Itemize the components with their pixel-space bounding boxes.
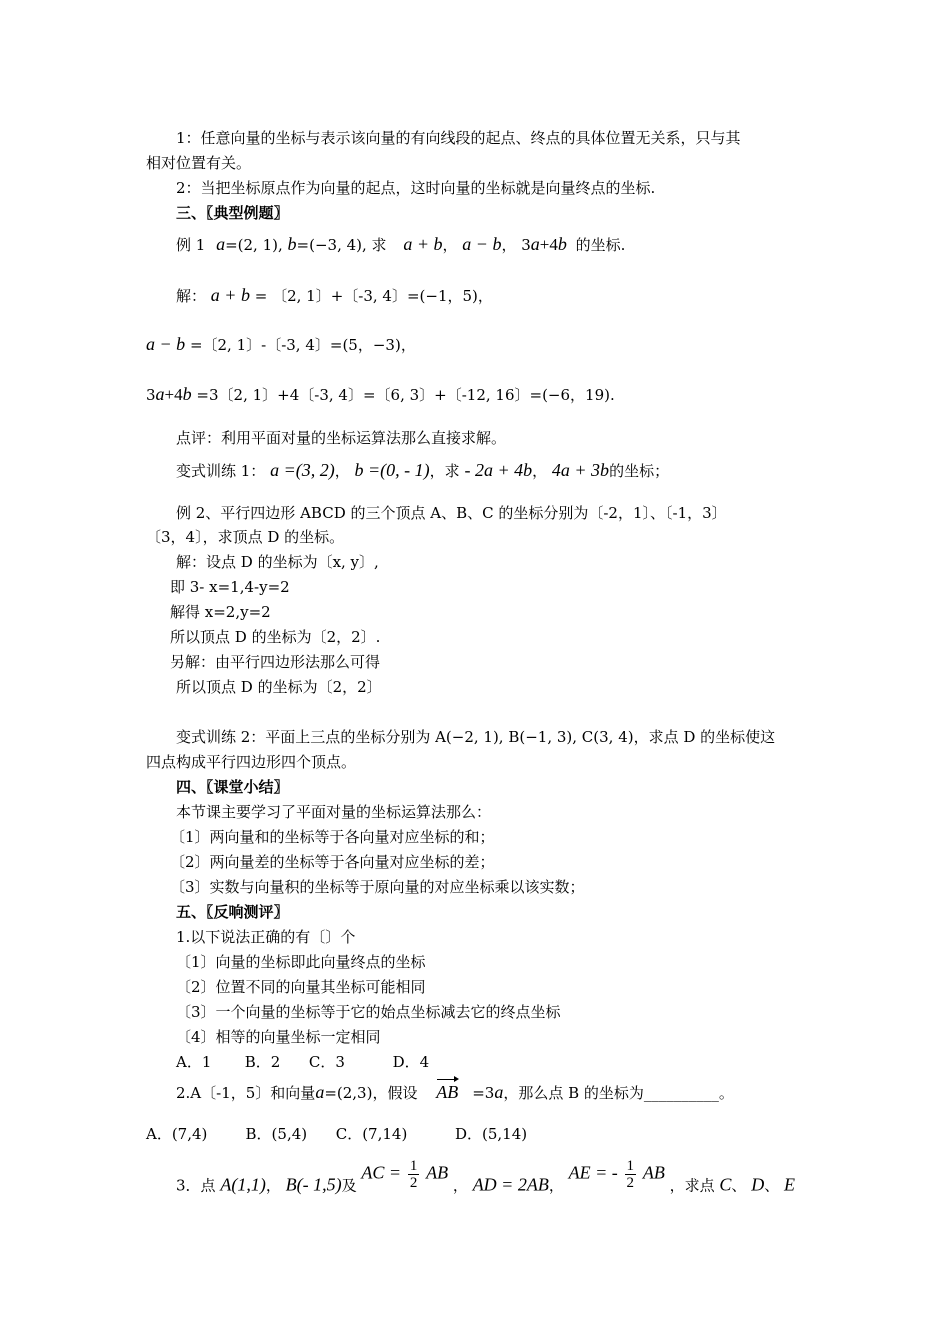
note-1-line-1: 1：任意向量的坐标与表示该向量的有向线段的起点、终点的具体位置无关系，只与其 — [176, 129, 741, 147]
point-d: D — [751, 1174, 765, 1195]
solution-label: 解： — [176, 287, 207, 305]
variant-1 — [176, 460, 669, 481]
summary-item-2: 〔2〕两向量差的坐标等于各向量对应坐标的差； — [170, 853, 495, 871]
vector-a-value: =(2, 1), — [225, 236, 283, 254]
example-2-line-5: 解得 x=2,y=2 — [170, 603, 271, 621]
solution-1-line-3 — [146, 384, 615, 405]
vector-a: a — [155, 384, 165, 404]
example-2-line-7: 另解：由平行四边形法那么可得 — [170, 653, 381, 671]
vector-a: a — [216, 234, 226, 254]
question-1-statement-1: 〔1〕向量的坐标即此向量终点的坐标 — [176, 953, 426, 971]
separator: ， — [532, 462, 548, 480]
comment-1: 点评：利用平面对量的坐标运算法那么直接求解。 — [176, 429, 507, 447]
variant-1-expr-2: 4a + 3b — [551, 460, 610, 480]
expr-diff: a − b — [462, 234, 502, 254]
section-5-heading: 五、〖反响测评〗 — [176, 903, 289, 921]
separator: ， — [334, 462, 350, 480]
fraction-numerator: 1 — [409, 1158, 418, 1174]
variant-1-expr-1: - 2a + 4b — [464, 460, 533, 480]
variant-1-a: a =(3, 2) — [270, 460, 335, 480]
coefficient: 3 — [521, 236, 531, 254]
note-2: 2：当把坐标原点作为向量的起点，这时向量的坐标就是向量终点的坐标. — [176, 179, 656, 197]
variant-1-ask: ，求 — [429, 462, 460, 480]
vector-ae: AE = - — [568, 1162, 618, 1183]
fraction-denominator: 2 — [409, 1175, 418, 1191]
question-1-statement-3: 〔3〕一个向量的坐标等于它的始点坐标减去它的终点坐标 — [176, 1003, 561, 1021]
variant-2-line-2: 四点构成平行四边形四个顶点。 — [146, 753, 357, 771]
fraction-half — [625, 1158, 637, 1191]
question-2 — [176, 1082, 734, 1103]
question-2-prefix: 2.A〔-1，5〕和向量 — [176, 1084, 316, 1102]
point-a: A(1,1) — [220, 1174, 266, 1195]
separator: 、 — [764, 1176, 780, 1195]
vector-ab: AB — [426, 1162, 449, 1183]
section-4-heading: 四、〖课堂小结〗 — [176, 778, 289, 796]
question-3 — [176, 1158, 796, 1203]
vector-ac: AC = — [361, 1162, 402, 1183]
fraction-numerator: 1 — [626, 1158, 635, 1174]
solution-1-line-2 — [146, 334, 416, 355]
note-1-line-2: 相对位置有关。 — [146, 154, 252, 172]
solution-1-line-1 — [176, 285, 493, 306]
vector-a: a — [315, 1082, 325, 1102]
vector-b-value: =(−3, 4), 求 — [296, 236, 387, 254]
variant-1-b: b =(0, - 1) — [354, 460, 430, 480]
separator: 、 — [731, 1176, 747, 1195]
separator: ， — [265, 1176, 281, 1195]
vector-ad: AD = 2AB — [472, 1174, 549, 1195]
example-1-label: 例 1 — [176, 236, 206, 254]
point-b: B(- 1,5) — [285, 1174, 342, 1195]
vector-a: a — [530, 234, 540, 254]
example-2-line-8: 所以顶点 D 的坐标为〔2，2〕 — [176, 678, 382, 696]
example-2-line-2: 〔3，4〕，求顶点 D 的坐标。 — [146, 528, 345, 546]
question-2-equals: =3 — [472, 1084, 495, 1102]
vector-b: b — [287, 234, 297, 254]
coefficient: +4 — [539, 235, 558, 254]
separator: ， — [452, 1176, 468, 1195]
separator: ， — [501, 236, 517, 254]
variant-2-line-1: 变式训练 2：平面上三点的坐标分别为 A(−2, 1), B(−1, 3), C(3, 4)，求点 D 的坐标使这 — [176, 728, 776, 746]
summary-item-1: 〔1〕两向量和的坐标等于各向量对应坐标的和； — [170, 828, 495, 846]
example-2-line-6: 所以顶点 D 的坐标为〔2，2〕. — [170, 628, 381, 646]
summary-intro: 本节课主要学习了平面对量的坐标运算法那么： — [176, 803, 492, 821]
question-2-options: A．(7,4) B．(5,4) C．(7,14) D．(5,14) — [146, 1125, 528, 1143]
question-2-middle: =(2,3)，假设 — [324, 1084, 418, 1102]
example-2-line-1: 例 2、平行四边形 ABCD 的三个顶点 A、B、C 的坐标分别为〔-2，1〕、〔-1，3〕 — [176, 504, 727, 522]
conjunction: 及 — [341, 1176, 357, 1195]
question-1-options: A．1 B．2 C．3 D．4 — [176, 1053, 430, 1071]
question-2-tail: ，那么点 B 的坐标为__________。 — [503, 1084, 734, 1102]
example-1-tail: 的坐标. — [575, 236, 626, 254]
solution-1-result: = 〔2, 1〕+〔-3, 4〕=(−1，5)， — [254, 287, 493, 305]
question-1-statement-4: 〔4〕相等的向量坐标一定相同 — [176, 1028, 381, 1046]
point-c: C — [719, 1174, 732, 1195]
variant-1-label: 变式训练 1： — [176, 462, 266, 480]
summary-item-3: 〔3〕实数与向量积的坐标等于原向量的对应坐标乘以该实数； — [170, 878, 585, 896]
point-e: E — [784, 1174, 796, 1195]
fraction-denominator: 2 — [626, 1175, 635, 1191]
question-1: 1.以下说法正确的有〔〕个 — [176, 928, 356, 946]
separator: ， — [548, 1176, 564, 1195]
fraction-half — [408, 1158, 420, 1191]
vector-b: b — [557, 234, 567, 254]
vector-ab: AB — [642, 1162, 665, 1183]
coefficient: 3 — [146, 386, 156, 404]
question-1-statement-2: 〔2〕位置不同的向量其坐标可能相同 — [176, 978, 426, 996]
expr-diff: a − b — [146, 334, 186, 354]
solution-2-result: =〔2, 1〕-〔-3, 4〕=(5，−3)， — [189, 336, 416, 354]
expr-sum: a + b — [403, 234, 443, 254]
question-3-ask: ，求点 — [669, 1176, 715, 1195]
separator: ， — [442, 236, 458, 254]
vector-b: b — [182, 384, 192, 404]
expr-sum: a + b — [210, 285, 250, 305]
solution-3-result: =3〔2, 1〕+4〔-3, 4〕=〔6, 3〕+〔-12, 16〕=(−6，19). — [196, 386, 615, 404]
coefficient: +4 — [164, 385, 183, 404]
example-1-statement — [176, 234, 625, 255]
variant-1-tail: 的坐标； — [609, 462, 670, 480]
example-2-line-4: 即 3- x=1,4-y=2 — [170, 578, 290, 596]
vector-a: a — [494, 1082, 504, 1102]
question-3-label: 3．点 — [176, 1176, 216, 1195]
example-2-line-3: 解：设点 D 的坐标为〔x, y〕, — [176, 553, 379, 571]
section-3-heading: 三、〖典型例题〗 — [176, 204, 289, 222]
vector-ab: AB — [436, 1082, 459, 1102]
